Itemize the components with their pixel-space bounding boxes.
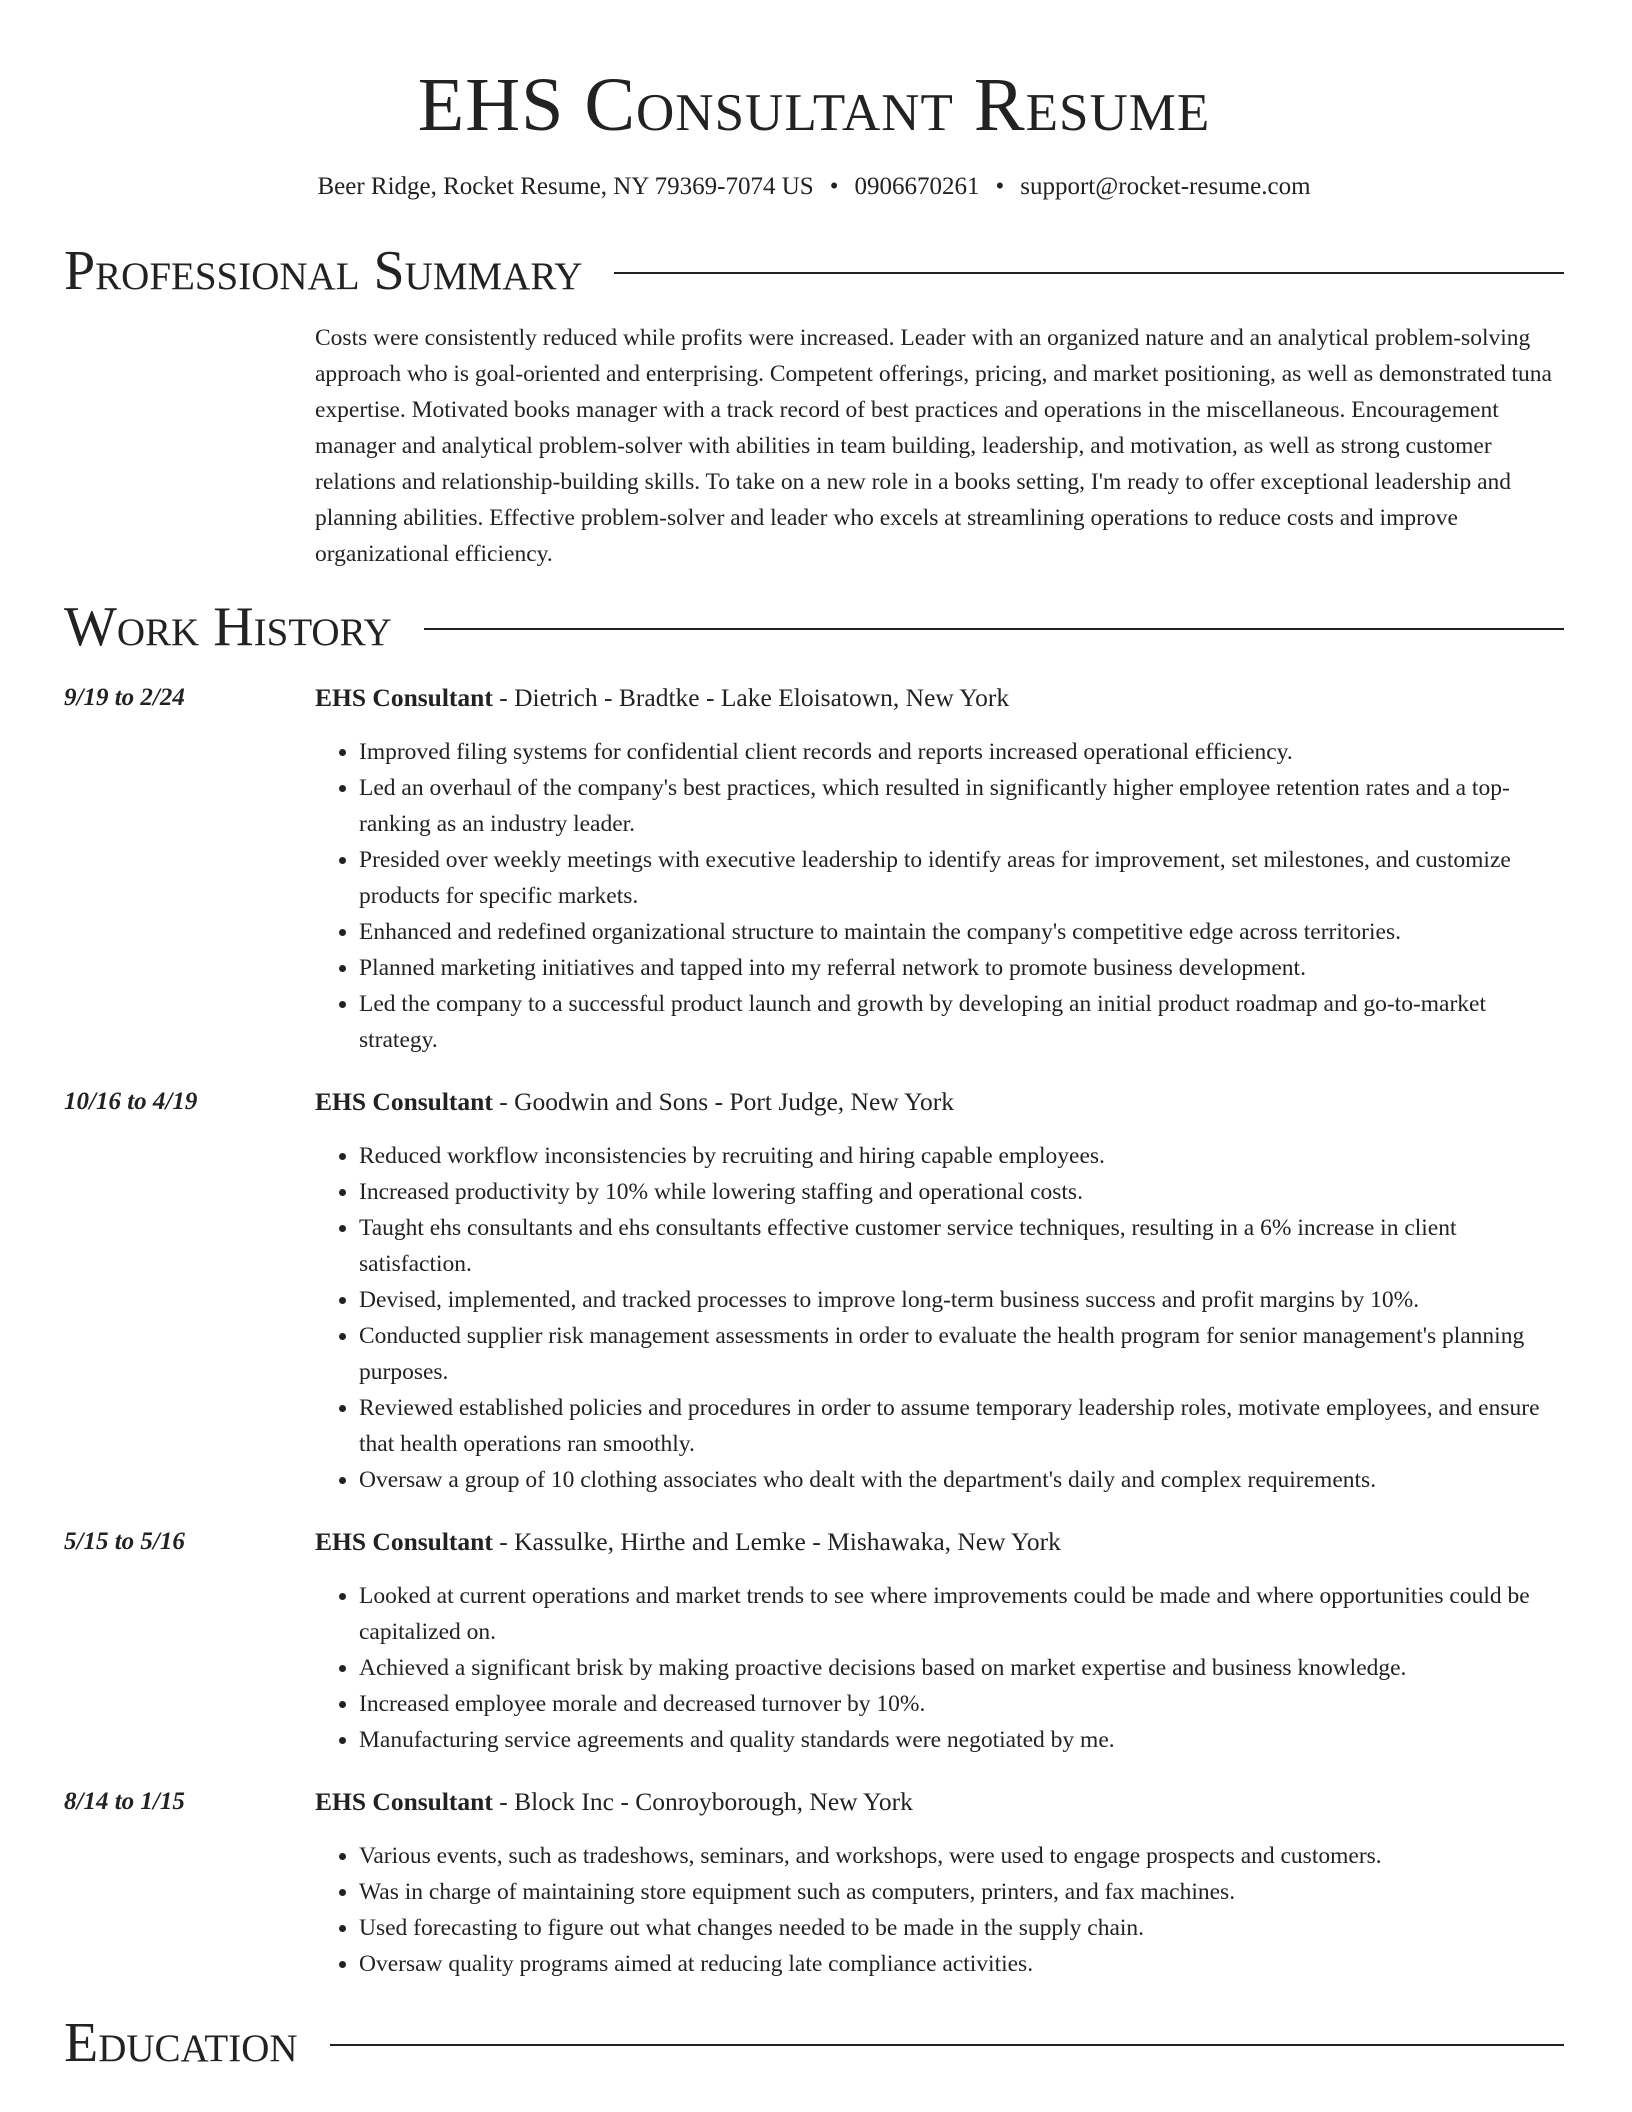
contact-phone: 0906670261 [854,173,980,200]
contact-email[interactable]: support@rocket-resume.com [1020,173,1311,200]
duty-item: • Looked at current operations and market trends to see where improvements could be made and where opportunities could be capitalized on. [359,1578,1564,1650]
duty-item: • Reduced workflow inconsistencies by recruiting and hiring capable employees. [359,1138,1564,1174]
work-history-list [64,680,1564,1982]
duty-item: • Planned marketing initiatives and tapped into my referral network to promote business development. [359,950,1564,986]
job-body [315,1084,1564,1498]
job-employer-location: - Goodwin and Sons - Port Judge, New York [492,1087,954,1116]
duty-item: • Various events, such as tradeshows, seminars, and workshops, were used to engage prospects and customers. [359,1838,1564,1874]
contact-line [64,170,1564,204]
duty-item: • Enhanced and redefined organizational structure to maintain the company's competitive edge across territories. [359,914,1564,950]
job-role: EHS Consultant [315,1087,493,1116]
section-header-work [64,594,1564,660]
duty-item: • Conducted supplier risk management assessments in order to evaluate the health program for senior management's planning purposes. [359,1318,1564,1390]
job-duties [315,1138,1564,1498]
section-title-work: Work History [64,596,392,658]
job-heading [315,680,1564,716]
summary-text: Costs were consistently reduced while profits were increased. Leader with an organized nature and an analytical problem-solving approach who is goal-oriented and enterprising. Competent offerings, pricing, and market positioning, as well as demonstrated tuna expertise. Motivated books manager with a track record of best practices and operations in the miscellaneous. Encouragement manager and analytical problem-solver with abilities in team building, leadership, and motivation, as well as strong customer relations and relationship-building skills. To take on a new role in a books setting, I'm ready to offer exceptional leadership and planning abilities. Effective problem-solver and leader who excels at streamlining operations to reduce costs and improve organizational efficiency. [315,325,1552,567]
job-dates: 9/19 to 2/24 [64,684,185,711]
section-header-education [64,2010,1564,2076]
section-title-education: Education [64,2012,298,2074]
job-dates: 10/16 to 4/19 [64,1088,198,1115]
duty-item: • Oversaw quality programs aimed at reducing late compliance activities. [359,1946,1564,1982]
duty-item: • Increased employee morale and decreased turnover by 10%. [359,1686,1564,1722]
job-role: EHS Consultant [315,1787,493,1816]
contact-address: Beer Ridge, Rocket Resume, NY 79369-7074 US [317,173,814,200]
job-entry [64,1524,1564,1758]
duty-item: • Led the company to a successful product launch and growth by developing an initial product roadmap and go-to-market strategy. [359,986,1564,1058]
section-divider [424,628,1564,630]
section-header-summary [64,238,1564,304]
job-employer-location: - Block Inc - Conroyborough, New York [492,1787,913,1816]
duty-item: • Used forecasting to figure out what changes needed to be made in the supply chain. [359,1910,1564,1946]
duty-item: • Increased productivity by 10% while lowering staffing and operational costs. [359,1174,1564,1210]
job-heading [315,1784,1564,1820]
duty-item: • Led an overhaul of the company's best practices, which resulted in significantly higher employee retention rates and a top-ranking as an industry leader. [359,770,1564,842]
section-title-summary: Professional Summary [64,240,583,302]
job-entry [64,1784,1564,1982]
contact-separator: • [995,173,1005,200]
section-divider [614,272,1564,274]
duty-item: • Achieved a significant brisk by making proactive decisions based on market expertise and business knowledge. [359,1650,1564,1686]
resume-title: EHS Consultant Resume [417,63,1211,147]
contact-separator: • [829,173,839,200]
duty-item: • Reviewed established policies and procedures in order to assume temporary leadership roles, motivate employees, and ensure that health operations ran smoothly. [359,1390,1564,1462]
job-body [315,680,1564,1058]
job-role: EHS Consultant [315,683,493,712]
job-employer-location: - Kassulke, Hirthe and Lemke - Mishawaka, New York [492,1527,1061,1556]
job-body [315,1524,1564,1758]
job-heading [315,1524,1564,1560]
job-heading [315,1084,1564,1120]
duty-item: • Improved filing systems for confidential client records and reports increased operational efficiency. [359,734,1564,770]
duty-item: • Taught ehs consultants and ehs consultants effective customer service techniques, resulting in a 6% increase in client satisfaction. [359,1210,1564,1282]
job-entry [64,680,1564,1058]
duty-item: • Devised, implemented, and tracked processes to improve long-term business success and profit margins by 10%. [359,1282,1564,1318]
duty-item: • Oversaw a group of 10 clothing associates who dealt with the department's daily and complex requirements. [359,1462,1564,1498]
job-duties [315,734,1564,1058]
duty-item: • Presided over weekly meetings with executive leadership to identify areas for improvement, set milestones, and customize products for specific markets. [359,842,1564,914]
duty-item: • Manufacturing service agreements and quality standards were negotiated by me. [359,1722,1564,1758]
job-dates: 5/15 to 5/16 [64,1528,185,1555]
job-dates: 8/14 to 1/15 [64,1788,185,1815]
job-body [315,1784,1564,1982]
job-duties [315,1838,1564,1982]
job-entry [64,1084,1564,1498]
job-duties [315,1578,1564,1758]
duty-item: • Was in charge of maintaining store equipment such as computers, printers, and fax machines. [359,1874,1564,1910]
job-role: EHS Consultant [315,1527,493,1556]
job-employer-location: - Dietrich - Bradtke - Lake Eloisatown, New York [492,683,1010,712]
section-divider [330,2044,1564,2046]
